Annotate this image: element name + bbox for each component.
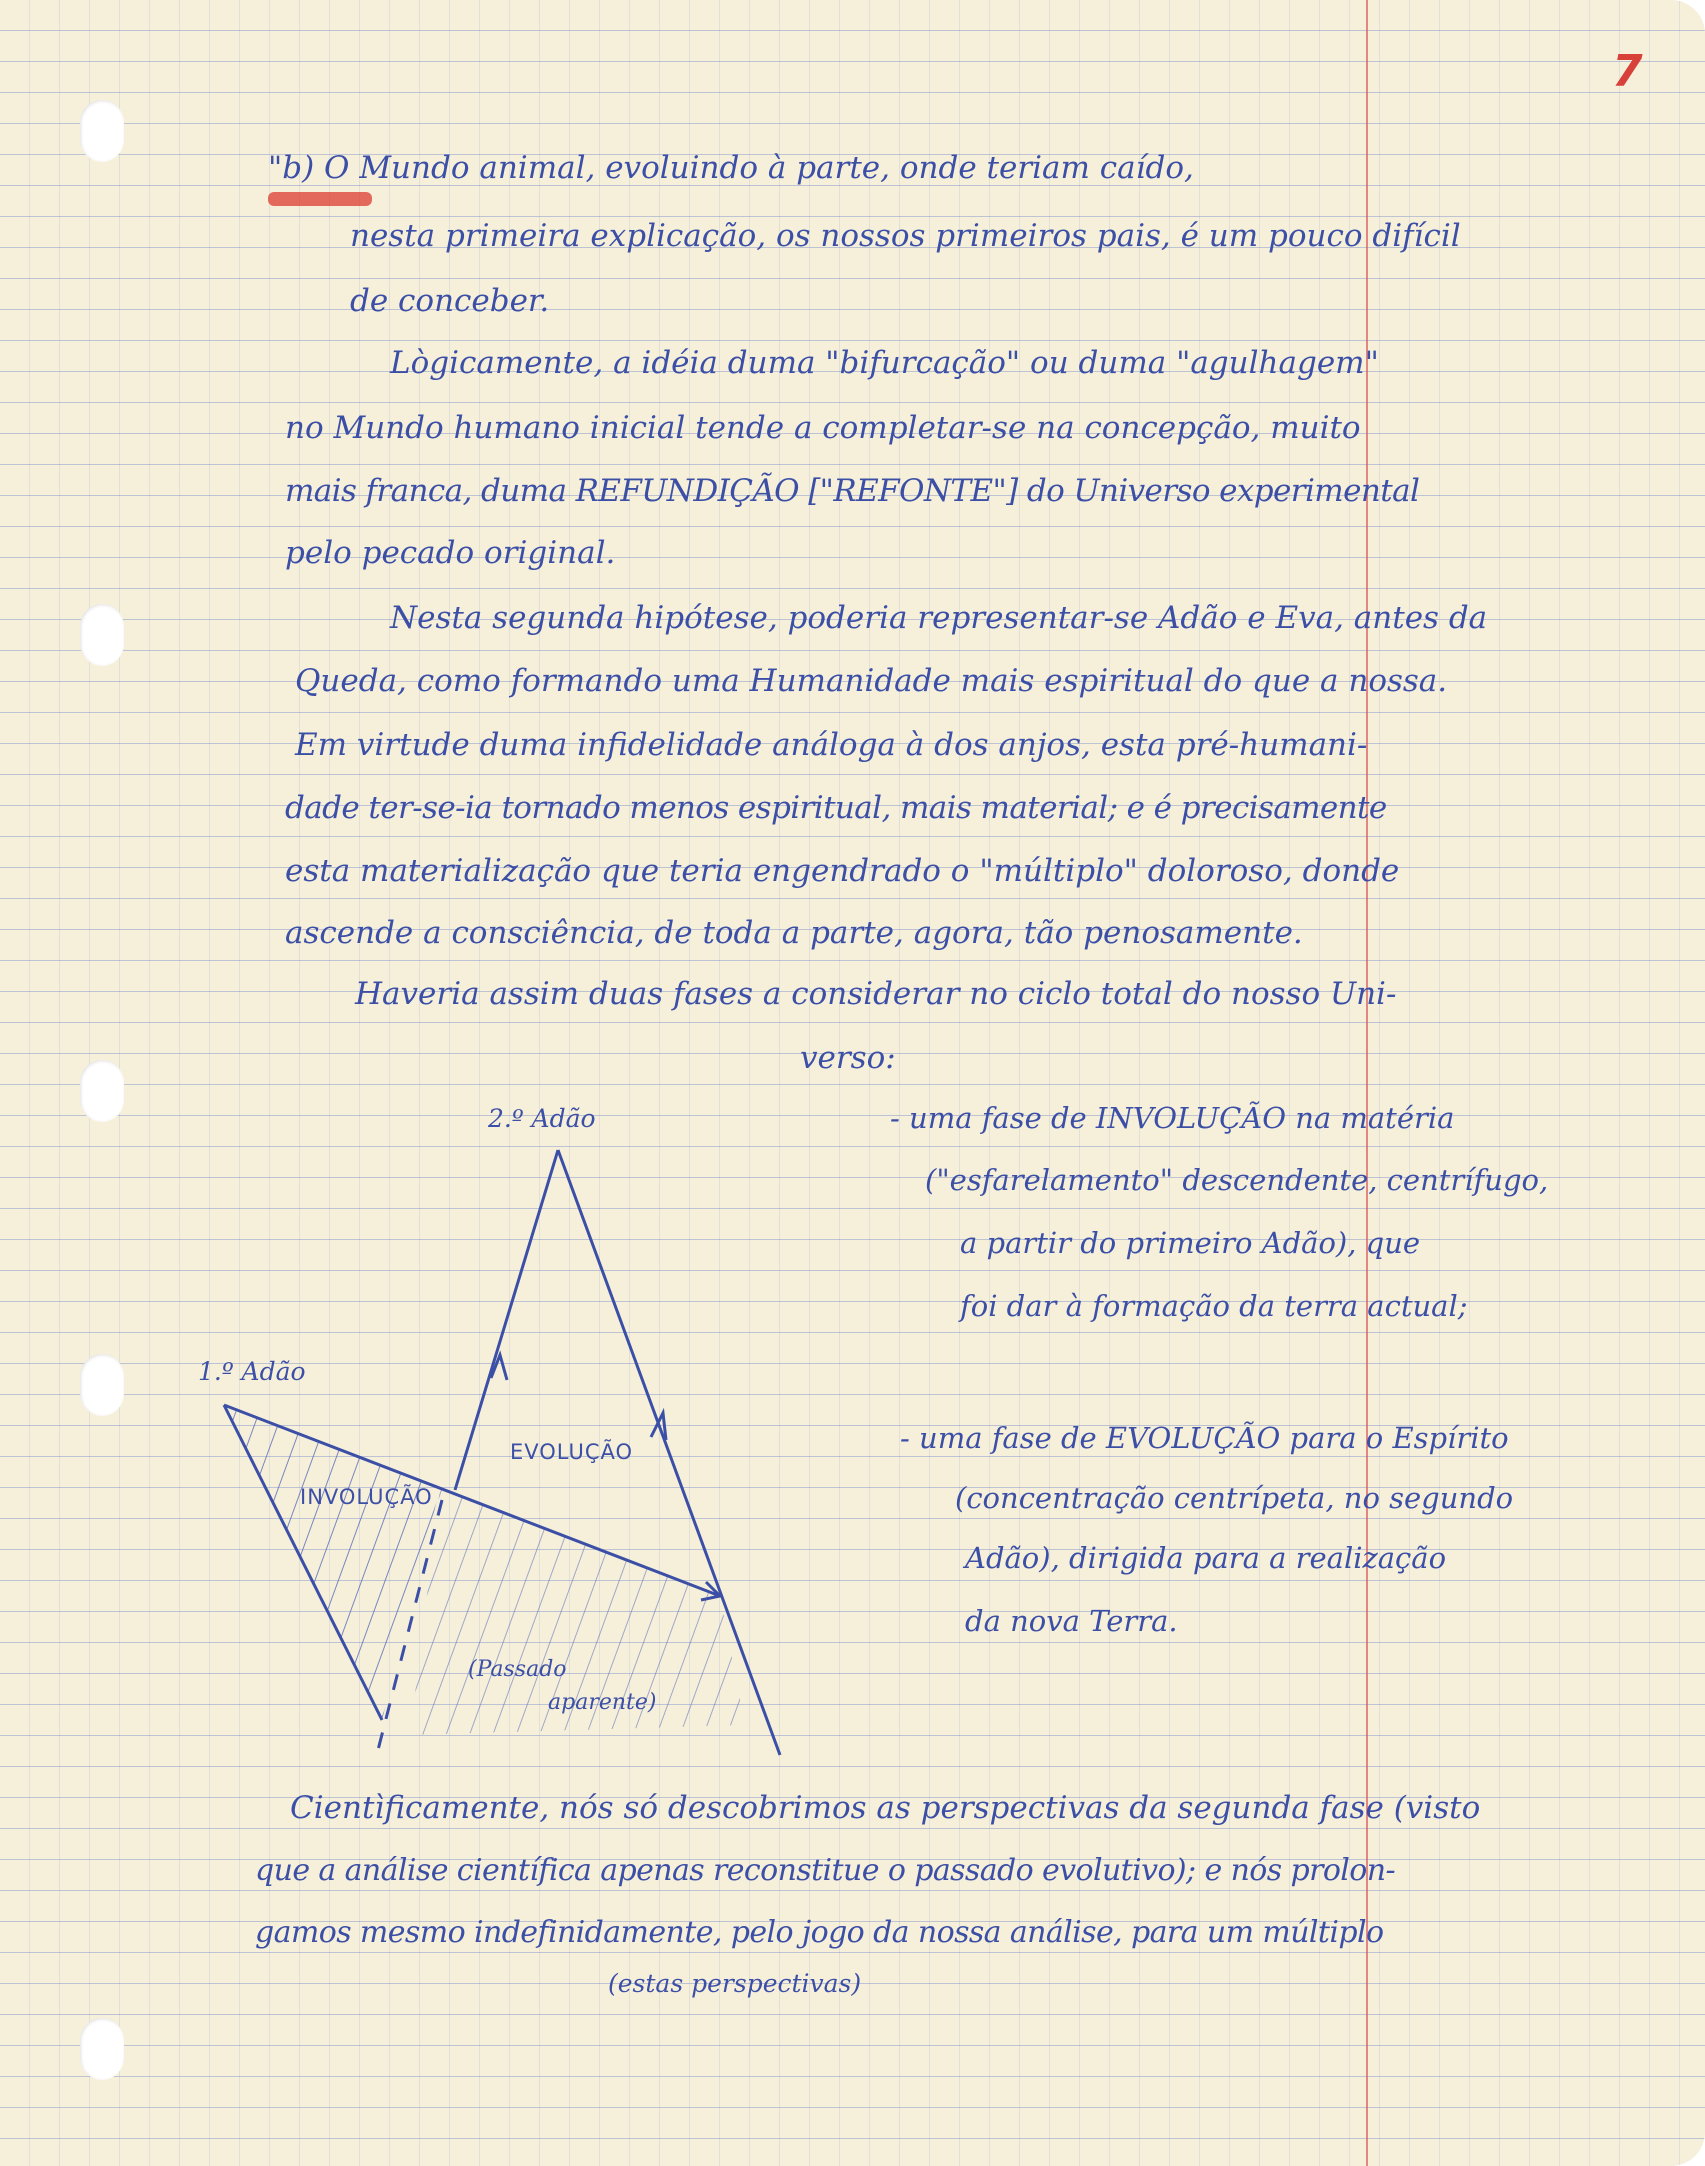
phase-line: Adão), dirigida para a realização xyxy=(965,1541,1447,1575)
first-adam-label: 1.º Adão xyxy=(198,1357,306,1386)
text-line: de conceber. xyxy=(350,283,550,319)
phase-line: foi dar à formação da terra actual; xyxy=(960,1289,1468,1323)
text-line: verso: xyxy=(800,1040,896,1076)
text-line: Lògicamente, a idéia duma "bifurcação" ou duma "agulhagem" xyxy=(390,345,1379,381)
phase-line: a partir do primeiro Adão), que xyxy=(960,1226,1421,1260)
phase-line: ("esfarelamento" descendente, centrífugo, xyxy=(925,1163,1549,1197)
text-line: que a análise científica apenas reconstitue o passado evolutivo); e nós prolon- xyxy=(255,1853,1396,1888)
text-line: dade ter-se-ia tornado menos espiritual, mais material; e é precisamente xyxy=(285,790,1387,826)
inserted-note: (estas perspectivas) xyxy=(608,1969,862,1998)
involution-label: INVOLUÇÃO xyxy=(300,1485,433,1509)
page-number: 7 xyxy=(1612,46,1643,97)
evolution-label: EVOLUÇÃO xyxy=(510,1440,634,1464)
second-adam-label: 2.º Adão xyxy=(488,1104,596,1133)
involution-hatched-area xyxy=(224,1405,440,1720)
text-line: pelo pecado original. xyxy=(285,535,616,571)
text-line: mais franca, duma REFUNDIÇÃO ["REFONTE"] do Universo experimental xyxy=(285,473,1420,509)
phase-line: - uma fase de INVOLUÇÃO na matéria xyxy=(890,1101,1455,1135)
text-line: Nesta segunda hipótese, poderia representar-se Adão e Eva, antes da xyxy=(390,600,1488,636)
text-line: "b) O Mundo animal, evoluindo à parte, onde teriam caído, xyxy=(268,150,1194,186)
apparent-past-label: (Passado xyxy=(468,1657,567,1682)
evolution-rising-line xyxy=(455,1150,558,1490)
text-line: gamos mesmo indefinidamente, pelo jogo da nossa análise, para um múltiplo xyxy=(255,1915,1384,1950)
phase-line: (concentração centrípeta, no segundo xyxy=(955,1481,1514,1515)
text-line: Queda, como formando uma Humanidade mais espiritual do que a nossa. xyxy=(295,663,1448,699)
text-line: Haveria assim duas fases a considerar no ciclo total do nosso Uni- xyxy=(355,976,1397,1012)
phase-line: - uma fase de EVOLUÇÃO para o Espírito xyxy=(900,1421,1509,1455)
text-line: ascende a consciência, de toda a parte, agora, tão penosamente. xyxy=(285,915,1303,951)
text-line: Em virtude duma infidelidade análoga à dos anjos, esta pré-humani- xyxy=(295,727,1368,763)
text-line: esta materialização que teria engendrado o "múltiplo" doloroso, donde xyxy=(285,853,1400,889)
phase-line: da nova Terra. xyxy=(965,1604,1178,1638)
text-line: no Mundo humano inicial tende a completar-se na concepção, muito xyxy=(285,410,1361,446)
text-line: nesta primeira explicação, os nossos primeiros pais, é um pouco difícil xyxy=(350,218,1461,254)
apparent-past-label: aparente) xyxy=(548,1690,657,1715)
text-line: Cientìficamente, nós só descobrimos as perspectivas da segunda fase (visto xyxy=(290,1790,1481,1826)
